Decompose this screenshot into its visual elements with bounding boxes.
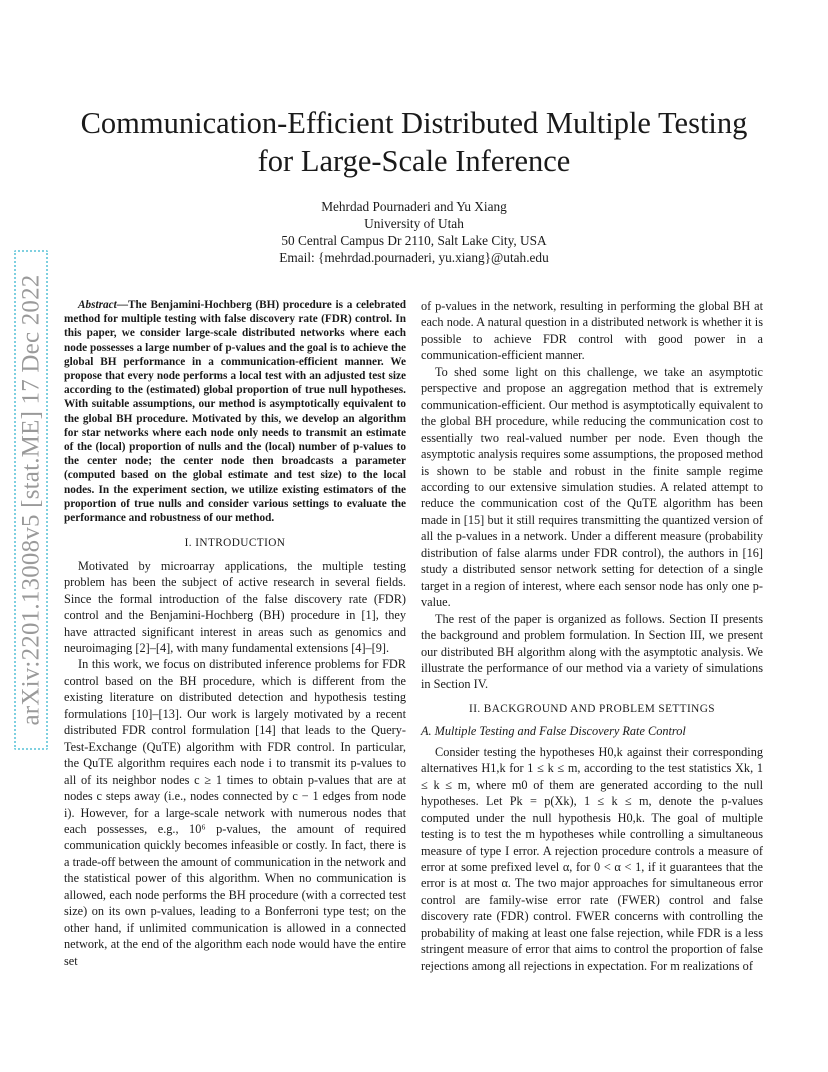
author-address: 50 Central Campus Dr 2110, Salt Lake City, USA — [281, 233, 547, 248]
arxiv-identifier-stamp — [14, 250, 48, 750]
abstract-label: Abstract — [78, 299, 117, 311]
arxiv-identifier-text: arXiv:2201.13008v5 [stat.ME] 17 Dec 2022 — [17, 274, 45, 726]
left-column — [64, 298, 406, 969]
background-paragraph-1: Consider testing the hypotheses H0,k against their corresponding alternatives H1,k for 1 ≤ k ≤ m, according to the test statistics Xk, 1 ≤ k ≤ m, where m0 of them are generated according to the null hypotheses. Let Pk = p(Xk), 1 ≤ k ≤ m, denote the p-values computed under the null hypothesis H0,k. The goal of multiple testing is to test the m hypotheses while controlling a simultaneous measure of type I error. A rejection procedure controls a measure of error at some prefixed level α, for 0 < α < 1, if it guarantees that the error is at most α. The two major approaches for simultaneous error control are family-wise error rate (FWER) control and false discovery rate (FDR) control. FWER concerns with controlling the probability of making at least one false rejection, while FDR is a less stringent measure of error that aims to control the proportion of false rejections among all rejections in expectation. For m realizations of — [421, 744, 763, 973]
section-heading-introduction: I. INTRODUCTION — [184, 537, 286, 550]
intro-paragraph-2: In this work, we focus on distributed inference problems for FDR control based on the BH procedure, which is different from the existing literature on distributed detection and hypothesis testing formulations [10]–[13]. Our work is largely motivated by a recent distributed FDR control formulation [14] that leads to the Query-Test-Exchange (QuTE) algorithm with FDR control. In particular, the QuTE algorithm requires each node i to transmit its p-values to all of its neighbor nodes c ≥ 1 times to obtain p-values that are at nodes c steps away (i.e., nodes connected by c − 1 edges from node i). However, for a large-scale network with numerous nodes that each possesses, e.g., 10⁶ p-values, the amount of required communication quickly becomes infeasible or costly. In fact, there is a trade-off between the amount of communication in the network and the statistical power of this algorithm. When no communication is allowed, each node performs the BH procedure (with a corrected test size) on its own p-values, leading to a Bonferroni type test; on the other hand, if unlimited communication is allowed in a connected network, at the end of the algorithm each node would have the entire set — [64, 657, 406, 968]
paper-title: Communication-Efficient Distributed Multiple Testing for Large-Scale Inference — [80, 106, 748, 178]
intro-paragraph-3: of p-values in the network, resulting in performing the global BH at each node. A natural question in a distributed network is whether it is possible to achieve FDR control with good power in a communication-efficient manner. — [421, 299, 763, 363]
intro-paragraph-5: The rest of the paper is organized as follows. Section II presents the background and problem formulation. In Section III, we present our distributed BH algorithm along with the asymptotic analysis. We illustrate the performance of our method via a variety of simulations in Section IV. — [421, 611, 763, 692]
intro-paragraph-1: Motivated by microarray applications, the multiple testing problem has been the subject of active research in several fields. Since the formal introduction of the false discovery rate (FDR) control and the Benjamini-Hochberg (BH) procedure in [1], they have attracted significant interest in areas such as genomics and neuroimaging [2]–[4], with many fundamental extensions [4]–[9]. — [64, 558, 406, 655]
intro-paragraph-4: To shed some light on this challenge, we take an asymptotic perspective and propose an aggregation method that is extremely communication-efficient. Our method is asymptotically equivalent to the global BH procedure, while reducing the communication cost to essentially two real-valued number per node. Even though the asymptotic analysis requires some assumptions, the proposed method is shown to be stable and robust in the finite sample regime according to our extensive simulation studies. A related attempt to reduce the communication cost of the QuTE algorithm has been made in [15] but it still requires transmitting the quantized version of all the p-values in a network. Under a different measure (probability distribution of false alarms under FDR control), the authors in [16] study a distributed sensor network setting for detection of a single target in a region of interest, where each sensor node has only one p-value. — [421, 364, 763, 610]
subsection-heading-fdr: A. Multiple Testing and False Discovery Rate Control — [421, 724, 686, 739]
abstract-text: —The Benjamini-Hochberg (BH) procedure is a celebrated method for multiple testing with false discovery rate (FDR) control. In this paper, we consider large-scale distributed networks where each node possesses a large number of p-values and the goal is to achieve the global BH performance in a communication-efficient manner. We propose that every node performs a local test with an adjusted test size according to the (estimated) global proportion of true null hypotheses. With suitable assumptions, our method is asymptotically equivalent to the global BH procedure. Motivated by this, we develop an algorithm for star networks where each node only needs to transmit an estimate of the (local) proportion of nulls and the (local) number of p-values to the center node; the center node then broadcasts a parameter (computed based on the global estimate and test size) to the local nodes. In the experiment section, we utilize existing estimators of the proportion of true nulls and consider various settings to evaluate the performance and robustness of our method. — [64, 299, 406, 525]
author-email: Email: {mehrdad.pournaderi, yu.xiang}@utah.edu — [279, 250, 549, 265]
right-column — [421, 298, 763, 974]
author-affiliation: University of Utah — [364, 216, 464, 231]
abstract — [64, 298, 406, 525]
author-names: Mehrdad Pournaderi and Yu Xiang — [321, 199, 507, 214]
author-block — [100, 198, 728, 266]
section-heading-background: II. BACKGROUND AND PROBLEM SETTINGS — [469, 702, 715, 715]
